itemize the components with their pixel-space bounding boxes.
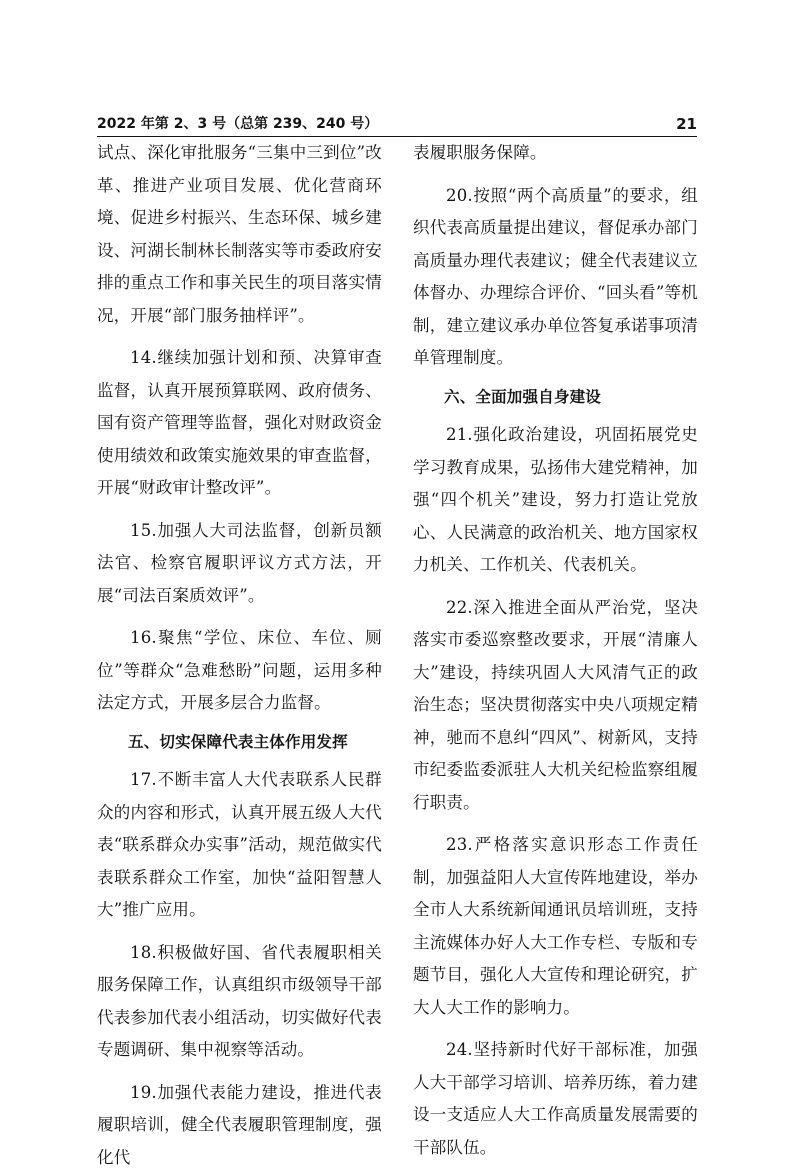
paragraph-continued: 试点、深化审批服务“三集中三到位”改革、推进产业项目发展、优化营商环境、促进乡村振兴、生态环保、城乡建设、河湖长制林长制落实等市委政府安排的重点工作和事关民生的项目落实情况，开展“部门服务抽样评”。 bbox=[97, 137, 382, 332]
paragraph-20: 20.按照“两个高质量”的要求，组织代表高质量提出建议，督促承办部门高质量办理代表建议；健全代表建议立体督办、办理综合评价、“回头看”等机制，建立建议承办单位答复承诺事项清单管理制度。 bbox=[413, 180, 698, 375]
right-column bbox=[413, 137, 698, 1164]
paragraph-19: 19.加强代表能力建设，推进代表履职培训，健全代表履职管理制度，强化代 bbox=[97, 1077, 382, 1174]
page-header bbox=[97, 113, 697, 135]
paragraph-15: 15.加强人大司法监督，创新员额法官、检察官履职评议方式方法，开展“司法百案质效评”。 bbox=[97, 515, 382, 613]
paragraph-18: 18.积极做好国、省代表履职相关服务保障工作，认真组织市级领导干部代表参加代表小组活动，切实做好代表专题调研、集中视察等活动。 bbox=[97, 937, 382, 1067]
paragraph-14: 14.继续加强计划和预、决算审查监督，认真开展预算联网、政府债务、国有资产管理等监督，强化对财政资金使用绩效和政策实施效果的审查监督，开展“财政审计整改评”。 bbox=[97, 342, 382, 505]
section-heading-6: 六、全面加强自身建设 bbox=[413, 381, 698, 414]
paragraph-17: 17.不断丰富人大代表联系人民群众的内容和形式，认真开展五级人大代表“联系群众办实事”活动，规范做实代表联系群众工作室，加快“益阳智慧人大”推广应用。 bbox=[97, 764, 382, 927]
paragraph-continued: 表履职服务保障。 bbox=[413, 137, 698, 170]
paragraph-16: 16.聚焦“学位、床位、车位、厕位”等群众“急难愁盼”问题，运用多种法定方式，开展多层合力监督。 bbox=[97, 622, 382, 720]
page-number: 21 bbox=[676, 113, 697, 135]
paragraph-24: 24.坚持新时代好干部标准，加强人大干部学习培训、培养历练，着力建设一支适应人大工作高质量发展需要的干部队伍。 bbox=[413, 1034, 698, 1164]
paragraph-21: 21.强化政治建设，巩固拓展党史学习教育成果，弘扬伟大建党精神，加强“四个机关”建设，努力打造让党放心、人民满意的政治机关、地方国家权力机关、工作机关、代表机关。 bbox=[413, 419, 698, 582]
paragraph-22: 22.深入推进全面从严治党，坚决落实市委巡察整改要求，开展“清廉人大”建设，持续巩固人大风清气正的政治生态；坚决贯彻落实中央八项规定精神，驰而不息纠“四风”、树新风，支持市纪委监委派驻人大机关纪检监察组履行职责。 bbox=[413, 592, 698, 820]
issue-label: 2022 年第 2、3 号（总第 239、240 号） bbox=[97, 113, 378, 135]
paragraph-23: 23.严格落实意识形态工作责任制，加强益阳人大宣传阵地建设，举办全市人大系统新闻通讯员培训班，支持主流媒体办好人大工作专栏、专版和专题节目，强化人大宣传和理论研究，扩大人大工作的影响力。 bbox=[413, 829, 698, 1024]
section-heading-5: 五、切实保障代表主体作用发挥 bbox=[97, 726, 382, 759]
left-column bbox=[97, 137, 382, 1174]
